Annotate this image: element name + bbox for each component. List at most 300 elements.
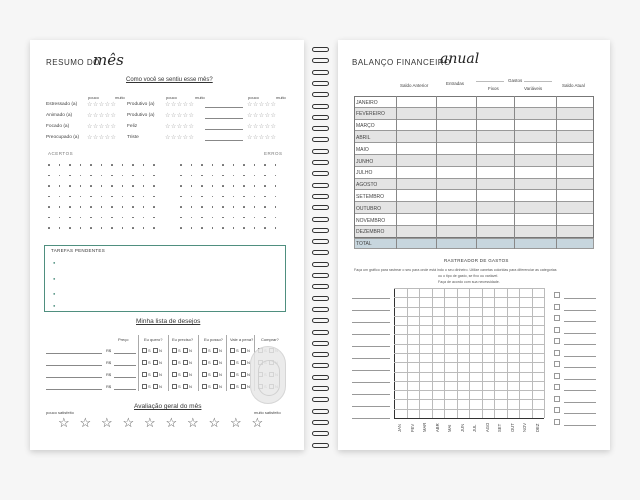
tracker-grid-h [394,288,544,289]
legend-line[interactable] [564,310,596,311]
mood-stars[interactable]: ☆☆☆☆☆ [87,135,117,141]
grid-dot [212,175,214,177]
tracker-grid-h [394,390,544,391]
legend-line[interactable] [564,367,596,368]
grid-dot [201,175,203,177]
spiral-ring [312,137,329,142]
grid-dot [254,164,256,166]
spiral-ring [312,58,329,63]
no-label: N [219,360,222,365]
grid-dot [90,185,92,187]
legend-checkbox[interactable] [554,396,560,402]
wish-item-line[interactable] [46,353,102,354]
legend-line[interactable] [564,379,596,380]
yes-checkbox[interactable] [142,348,147,353]
rating-star-icon[interactable]: ☆ [208,415,221,430]
mood-line[interactable] [205,129,243,130]
table-col-divider [396,96,397,249]
no-checkbox[interactable] [213,372,218,377]
wish-item-line[interactable] [46,365,102,366]
rating-star-icon[interactable]: ☆ [230,415,242,430]
task-bullet-4[interactable]: ● [53,303,56,308]
scale-low-2: pouco [166,95,177,100]
spiral-ring [312,194,329,199]
mood-stars[interactable]: ☆☆☆☆☆ [247,102,277,108]
grid-dot [264,185,266,187]
left-page [30,40,304,450]
grid-dot [132,206,134,208]
grid-dot [201,196,203,198]
yes-checkbox[interactable] [142,372,147,377]
legend-line[interactable] [352,322,390,323]
grid-dot [222,227,224,229]
mood-stars[interactable]: ☆☆☆☆☆ [247,135,277,141]
grid-dot [143,196,145,198]
grid-dot [69,196,71,198]
mood-stars[interactable]: ☆☆☆☆☆ [87,102,117,108]
grid-dot [59,227,61,229]
month-label: AGOSTO [356,182,378,189]
grid-dot [143,217,145,219]
tasks-heading: TAREFAS PENDENTES [51,248,106,253]
legend-checkbox[interactable] [554,315,560,321]
spiral-ring [312,104,329,109]
currency: R$ [106,348,112,353]
tracker-month-label: JUL [472,424,477,432]
grid-dot [132,227,134,229]
legend-checkbox[interactable] [554,292,560,298]
left-title: RESUMO DO [46,58,100,67]
mood-line[interactable] [205,107,243,108]
grid-dot [143,185,145,187]
grid-dot [90,196,92,198]
grid-dot [264,217,266,219]
tracker-grid-h [394,399,544,400]
yes-checkbox[interactable] [230,348,235,353]
legend-line[interactable] [352,358,390,359]
grid-dot [48,164,50,166]
yes-label: S [208,360,211,365]
yes-checkbox[interactable] [172,372,177,377]
mood-label: Preocupado (a) [46,135,80,140]
no-label: N [159,372,162,377]
grid-dot [233,217,235,219]
legend-line[interactable] [564,356,596,357]
currency: R$ [106,372,112,377]
grid-dot [153,196,155,198]
no-checkbox[interactable] [213,348,218,353]
task-bullet-3[interactable]: ● [53,291,56,296]
spiral-ring [312,81,329,86]
tracker-grid-h [394,325,544,326]
tracker-grid-h [394,344,544,345]
total-row [354,238,594,250]
grid-dot [264,164,266,166]
no-checkbox[interactable] [241,348,246,353]
currency: R$ [106,384,112,389]
yes-checkbox[interactable] [142,384,147,389]
table-col-divider [436,96,437,249]
month-label: JUNHO [356,158,374,165]
grid-dot [180,175,182,177]
grid-dot [153,185,155,187]
no-checkbox[interactable] [213,360,218,365]
no-checkbox[interactable] [153,384,158,389]
legend-line[interactable] [352,394,390,395]
legend-line[interactable] [352,346,390,347]
grid-dot [80,206,82,208]
mood-stars[interactable]: ☆☆☆☆☆ [87,113,117,119]
no-checkbox[interactable] [183,360,188,365]
rating-star-icon[interactable]: ☆ [79,415,92,430]
grid-dot [180,164,182,166]
legend-checkbox[interactable] [554,304,560,310]
grid-dot [191,164,193,166]
no-checkbox[interactable] [213,384,218,389]
spiral-ring [312,239,329,244]
legend-checkbox[interactable] [554,327,560,333]
spiral-ring [312,262,329,267]
tracker-month-label: FEV [409,423,415,432]
grid-dot [90,206,92,208]
col-fixos: Fixos [488,86,499,91]
tracker-desc-2: ou o tipo de gasto, se fixo ou variável. [438,274,499,278]
grid-dot [275,164,277,166]
yes-label: S [178,372,181,377]
grid-dot [201,227,203,229]
no-label: N [247,360,250,365]
grid-dot [122,164,124,166]
task-bullet-2[interactable]: ● [53,276,56,281]
grid-dot [122,227,124,229]
mood-stars[interactable]: ☆☆☆☆☆ [87,124,117,130]
tracker-month-label: OUT [509,423,515,432]
acertos-label: ACERTOS [48,151,74,156]
legend-checkbox[interactable] [554,373,560,379]
yes-checkbox[interactable] [172,384,177,389]
grid-dot [153,217,155,219]
grid-dot [101,185,103,187]
grid-dot [201,206,203,208]
tracker-grid-h [394,334,544,335]
grid-dot [254,175,256,177]
no-label: N [219,384,222,389]
scale-low-3: pouco [248,95,259,100]
no-checkbox[interactable] [183,372,188,377]
rating-star-icon[interactable]: ☆ [165,415,178,430]
mood-heading: Como você se sentiu esse mês? [126,77,213,83]
legend-line[interactable] [564,333,596,334]
tracker-month-label: AGO [484,422,490,432]
price-line[interactable] [114,377,136,378]
yes-label: S [236,360,239,365]
grid-dot [275,185,277,187]
grid-dot [191,185,193,187]
erros-label: ERROS [264,151,283,156]
legend-line[interactable] [564,413,596,414]
grid-dot [132,185,134,187]
table-col-divider [514,96,515,249]
wish-col-quero: Eu quero? [144,337,163,342]
no-label: N [247,348,250,353]
spiral-ring [312,47,329,52]
month-label: MARÇO [356,123,375,130]
yes-label: S [236,348,239,353]
spiral-ring [312,431,329,436]
spiral-ring [312,443,329,448]
grid-dot [48,227,50,229]
legend-line[interactable] [564,321,596,322]
grid-dot [191,206,193,208]
tracker-month-label: JAN [397,424,402,432]
legend-line[interactable] [564,298,596,299]
grid-dot [111,185,113,187]
grid-dot [59,185,61,187]
price-line[interactable] [114,365,136,366]
grid-dot [111,206,113,208]
spiral-ring [312,397,329,402]
grid-dot [101,217,103,219]
yes-checkbox[interactable] [202,372,207,377]
grid-dot [191,227,193,229]
legend-line[interactable] [352,334,390,335]
wish-item-line[interactable] [46,377,102,378]
yes-checkbox[interactable] [230,372,235,377]
task-bullet-1[interactable]: ● [53,260,56,265]
no-checkbox[interactable] [153,360,158,365]
tracker-grid-h [394,372,544,373]
grid-dot [275,175,277,177]
rating-star-icon[interactable]: ☆ [101,415,113,430]
spiral-ring [312,352,329,357]
spiral-ring [312,341,329,346]
tracker-grid-v [544,288,545,418]
tracker-desc-3: Faça de acordo com sua necessidade. [438,280,500,284]
grid-dot [212,164,214,166]
spiral-ring [312,228,329,233]
yes-checkbox[interactable] [230,360,235,365]
legend-line[interactable] [352,382,390,383]
spiral-ring [312,420,329,425]
mood-stars[interactable]: ☆☆☆☆☆ [247,113,277,119]
spiral-ring [312,115,329,120]
grid-dot [143,175,145,177]
no-label: N [219,348,222,353]
no-checkbox[interactable] [153,348,158,353]
spiral-ring [312,273,329,278]
grid-dot [101,206,103,208]
legend-line[interactable] [352,310,390,311]
legend-checkbox[interactable] [554,407,560,413]
legend-line[interactable] [352,370,390,371]
spiral-ring [312,70,329,75]
no-checkbox[interactable] [241,372,246,377]
yes-label: S [236,372,239,377]
legend-line[interactable] [564,402,596,403]
spiral-ring [312,149,329,154]
grid-dot [243,185,245,187]
yes-label: S [178,384,181,389]
yes-label: S [148,384,151,389]
legend-line[interactable] [564,390,596,391]
yes-checkbox[interactable] [230,384,235,389]
grid-dot [80,185,82,187]
grid-dot [90,227,92,229]
rating-star-icon[interactable]: ☆ [144,415,156,430]
grid-dot [243,227,245,229]
mood-label: Produtivo (a) [127,102,155,107]
table-border [354,96,594,238]
tracker-grid-h [394,381,544,382]
grid-dot [243,164,245,166]
tracker-month-label: SET [497,423,502,432]
grid-dot [132,164,134,166]
tracker-grid-h [394,362,544,363]
legend-line[interactable] [352,418,390,419]
spiral-ring [312,171,329,176]
grid-dot [132,217,134,219]
grid-dot [101,196,103,198]
tasks-box [44,245,286,312]
yes-checkbox[interactable] [202,360,207,365]
grid-dot [122,206,124,208]
mood-stars[interactable]: ☆☆☆☆☆ [165,113,195,119]
mood-line[interactable] [205,140,243,141]
grid-dot [111,164,113,166]
grid-dot [69,227,71,229]
rating-star-icon[interactable]: ☆ [187,415,199,430]
wish-col-price: Preço [118,337,129,342]
grid-dot [111,217,113,219]
mood-stars[interactable]: ☆☆☆☆☆ [247,124,277,130]
no-label: N [189,372,192,377]
right-title: BALANÇO FINANCEIRO [352,58,451,67]
currency: R$ [106,360,112,365]
spiral-ring [312,92,329,97]
no-checkbox[interactable] [183,384,188,389]
legend-checkbox[interactable] [554,384,560,390]
yes-label: S [178,360,181,365]
legend-checkbox[interactable] [554,338,560,344]
price-line[interactable] [114,389,136,390]
mood-stars[interactable]: ☆☆☆☆☆ [165,102,195,108]
legend-checkbox[interactable] [554,419,560,425]
right-page [338,40,610,450]
grid-dot [48,206,50,208]
rating-star-icon[interactable]: ☆ [251,415,264,430]
tracker-x-axis [394,418,544,419]
mood-label: Triste [127,135,139,140]
tracker-grid-h [394,307,544,308]
month-label: OUTUBRO [356,205,381,212]
price-line[interactable] [114,353,136,354]
yes-checkbox[interactable] [202,348,207,353]
month-label: DEZEMBRO [356,229,385,236]
mood-label: Estressado (a) [46,102,78,107]
spiral-ring [312,363,329,368]
grid-dot [143,227,145,229]
rating-star-icon[interactable]: ☆ [58,415,70,430]
wishlist-heading: Minha lista de desejos [136,318,201,325]
month-label: SETEMBRO [356,193,385,200]
spiral-ring [312,126,329,131]
yes-checkbox[interactable] [142,360,147,365]
legend-checkbox[interactable] [554,361,560,367]
wish-col-vale: Vale a pena? [230,337,254,342]
grid-dot [180,196,182,198]
grid-dot [191,196,193,198]
no-label: N [247,372,250,377]
spiral-ring [312,409,329,414]
grid-dot [264,227,266,229]
rating-star-icon[interactable]: ☆ [122,415,135,430]
wish-col-preciso: Eu preciso? [172,337,194,342]
spiral-ring [312,250,329,255]
spiral-ring [312,296,329,301]
yes-checkbox[interactable] [172,360,177,365]
grid-dot [80,227,82,229]
no-checkbox[interactable] [153,372,158,377]
tracker-desc-1: Faça um gráfico para rastrear o seu para onde está indo o seu dinheiro. Utilize canetas coloridas para diferenciar as categorias [354,268,557,272]
tracker-grid-h [394,316,544,317]
no-checkbox[interactable] [241,384,246,389]
grid-dot [180,206,182,208]
grid-dot [222,164,224,166]
legend-line[interactable] [352,406,390,407]
scale-high-2: muito [195,95,205,100]
grid-dot [48,217,50,219]
legend-line[interactable] [564,425,596,426]
mood-stars[interactable]: ☆☆☆☆☆ [165,135,195,141]
col-saldo-atual: Saldo Atual [562,83,585,88]
wish-item-line[interactable] [46,389,102,390]
grid-dot [143,164,145,166]
legend-checkbox[interactable] [554,350,560,356]
no-label: N [247,384,250,389]
no-checkbox[interactable] [183,348,188,353]
tracker-month-label: DEZ [534,423,540,432]
tracker-grid-h [394,297,544,298]
no-checkbox[interactable] [241,360,246,365]
spiral-ring [312,217,329,222]
grid-dot [69,164,71,166]
mood-stars[interactable]: ☆☆☆☆☆ [165,124,195,130]
mood-line[interactable] [205,118,243,119]
no-label: N [189,348,192,353]
grid-dot [222,217,224,219]
grid-dot [264,196,266,198]
mood-label: Animado (a) [46,113,73,118]
grid-dot [80,175,82,177]
no-label: N [159,348,162,353]
yes-checkbox[interactable] [202,384,207,389]
scale-high-3: muito [276,95,286,100]
tracker-heading: RASTREADOR DE GASTOS [444,258,509,263]
grid-dot [153,206,155,208]
grid-dot [233,227,235,229]
grid-dot [80,164,82,166]
yes-checkbox[interactable] [172,348,177,353]
grid-dot [233,175,235,177]
legend-line[interactable] [564,344,596,345]
tracker-month-label: MAR [422,422,427,432]
yes-label: S [208,348,211,353]
wish-col-divider [138,335,139,391]
grid-dot [90,164,92,166]
legend-line[interactable] [352,298,390,299]
grid-dot [59,175,61,177]
grid-dot [59,164,61,166]
